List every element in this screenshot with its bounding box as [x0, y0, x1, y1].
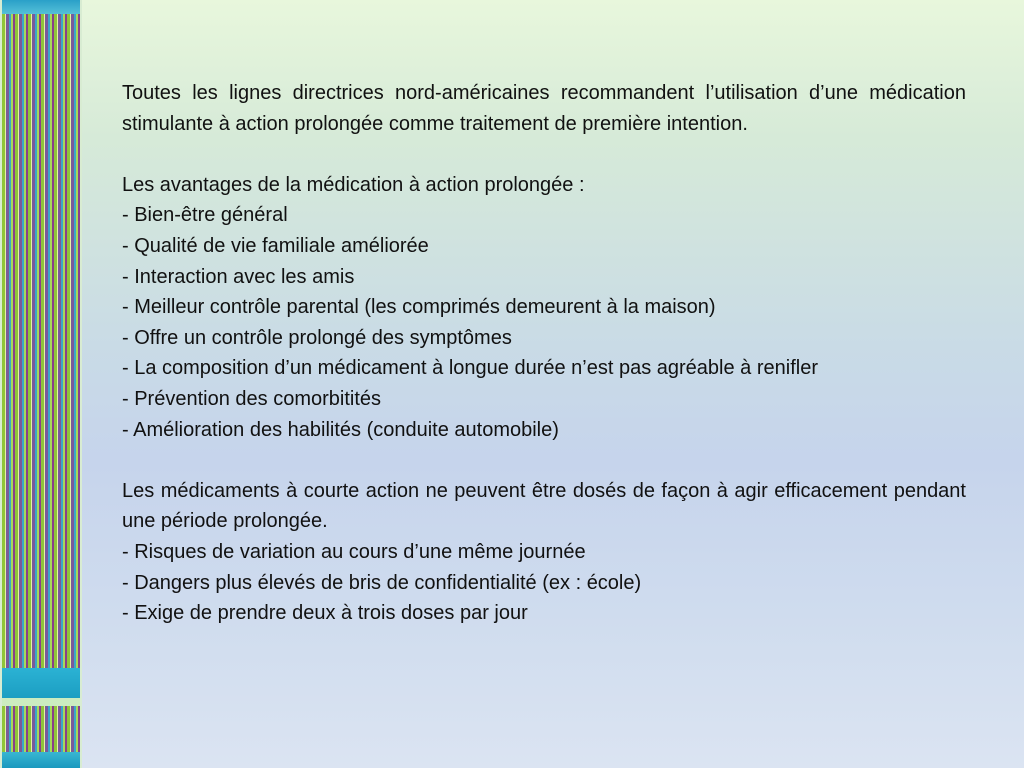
advantage-item: - Amélioration des habilités (conduite automobile) [122, 418, 559, 441]
advantage-item: - Prévention des comorbitités [122, 387, 382, 410]
advantage-item: - Interaction avec les amis [122, 265, 355, 288]
stripe-mid-gap [2, 698, 80, 706]
risk-item: - Exige de prendre deux à trois doses par jour [122, 602, 528, 625]
slide-content [122, 78, 966, 629]
spacer [122, 445, 966, 476]
advantage-item: - Offre un contrôle prolongé des symptômes [122, 326, 512, 349]
advantage-item: - La composition d’un médicament à longue durée n’est pas agréable à renifler [122, 357, 818, 380]
intro-paragraph: Toutes les lignes directrices nord-américaines recommandent l’utilisation d’une médication stimulante à action prolongée comme traitement de première intention. [122, 82, 966, 135]
short-acting-paragraph: Les médicaments à courte action ne peuvent être dosés de façon à agir efficacement pendant une période prolongée. [122, 479, 966, 533]
risk-item: - Dangers plus élevés de bris de confidentialité (ex : école) [122, 571, 642, 594]
advantage-item: - Meilleur contrôle parental (les comprimés demeurent à la maison) [122, 296, 716, 319]
risk-item: - Risques de variation au cours d’une même journée [122, 540, 586, 563]
stripe-mid-block [2, 668, 80, 698]
advantages-heading: Les avantages de la médication à action prolongée : [122, 173, 585, 196]
advantage-item: - Bien-être général [122, 204, 288, 227]
advantage-item: - Qualité de vie familiale améliorée [122, 234, 429, 257]
stripe-top-cap [2, 0, 80, 14]
spacer [122, 139, 966, 170]
decorative-stripe-band [0, 0, 82, 768]
vertical-stripes [2, 0, 80, 768]
stripe-bottom-cap [2, 752, 80, 768]
